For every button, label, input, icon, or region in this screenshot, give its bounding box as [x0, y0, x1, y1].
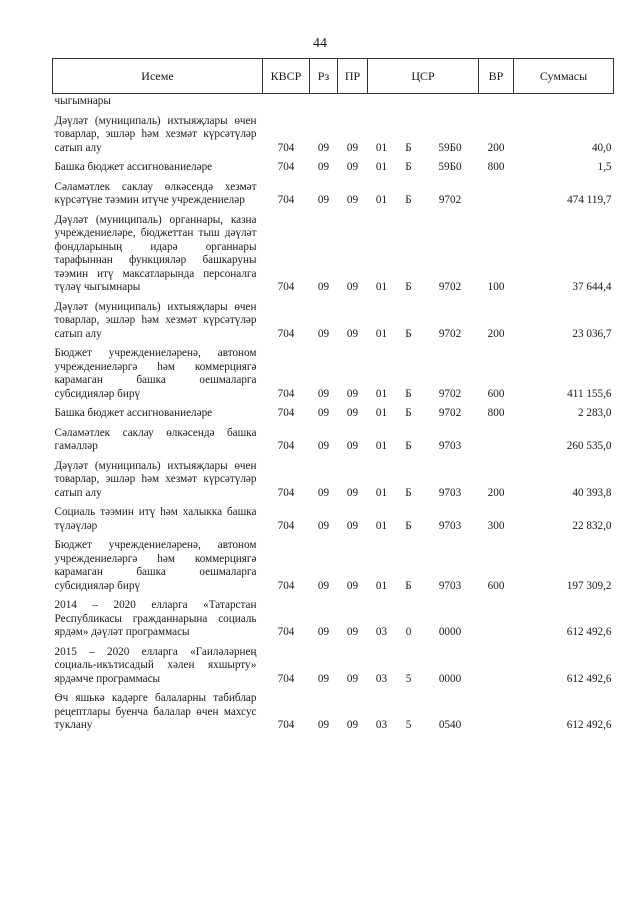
row-rz: 09 [317, 519, 330, 532]
row-kvsr: 704 [277, 672, 295, 685]
row-csr-program: 01 [375, 327, 388, 340]
table-row [53, 456, 614, 503]
row-sum: 22 832,0 [572, 519, 612, 532]
row-vr [479, 94, 514, 111]
row-kvsr: 704 [277, 281, 295, 293]
row-csr-program: 01 [375, 486, 388, 499]
page-number: 44 [313, 36, 327, 51]
row-csr-direction: 9702 [438, 387, 462, 400]
row-csr-subprogram: Б [405, 194, 412, 206]
row-csr-direction: 9703 [438, 440, 462, 452]
row-csr-direction: 9703 [438, 579, 462, 592]
row-vr: 200 [487, 327, 505, 340]
row-name: Бюджет учреждениеләренә, автоном учреждениеләргә һәм коммерциягә карамаган башка оешмаларга субсидияләр бирү [54, 347, 257, 400]
row-pr: 09 [346, 161, 359, 173]
row-pr: 09 [346, 719, 359, 731]
header-pr: ПР [338, 59, 368, 94]
row-name: Дәүләт (муниципаль) ихтыяҗлары өчен товарлар, эшләр һәм хезмәт күрсәтүләр сатып алу [54, 114, 257, 154]
row-rz: 09 [317, 387, 330, 400]
table-header [53, 59, 614, 94]
table-row [53, 535, 614, 595]
row-csr-subprogram: Б [405, 281, 412, 293]
row-csr-program: 01 [375, 387, 388, 400]
row-vr: 800 [487, 407, 505, 419]
table-row [53, 502, 614, 535]
row-sum: 37 644,4 [572, 281, 612, 293]
header-rz: Рз [310, 59, 338, 94]
row-rz: 09 [317, 440, 330, 452]
row-name: Өч яшькә кадәрге балаларны табиблар рецептлары буенча балалар өчен махсус туклану [54, 692, 257, 731]
header-kvsr: КВСР [263, 59, 310, 94]
row-pr: 09 [346, 387, 359, 400]
row-pr: 09 [346, 440, 359, 452]
row-csr-program: 01 [375, 194, 388, 206]
row-rz: 09 [317, 719, 330, 731]
row-vr: 200 [487, 141, 505, 154]
table-row [53, 403, 614, 423]
row-csr-subprogram: 5 [405, 672, 412, 685]
row-csr-subprogram: Б [405, 327, 412, 340]
row-csr-subprogram: 0 [405, 626, 412, 638]
row-sum: 612 492,6 [566, 719, 612, 731]
row-csr-subprogram: Б [405, 486, 412, 499]
row-rz: 09 [317, 327, 330, 340]
row-name: 2014 – 2020 елларга «Татарстан Республикасы гражданнарына социаль ярдәм» дәүләт программасы [54, 599, 257, 638]
row-vr: 800 [487, 161, 505, 173]
row-sum: 411 155,6 [567, 387, 612, 400]
row-kvsr: 704 [277, 387, 295, 400]
row-vr [479, 423, 514, 456]
row-csr-program: 01 [375, 579, 388, 592]
row-pr: 09 [346, 626, 359, 638]
row-csr-direction: 9702 [438, 407, 462, 419]
row-sum: 2 283,0 [577, 407, 612, 419]
row-name: Бюджет учреждениеләренә, автоном учреждениеләргә һәм коммерциягә карамаган башка оешмаларга субсидияләр бирү [54, 539, 257, 592]
row-kvsr: 704 [277, 141, 295, 154]
row-csr-direction: 59Б0 [438, 141, 462, 154]
table-row [53, 595, 614, 642]
row-csr-program: 03 [375, 719, 388, 731]
row-csr-direction: 0000 [438, 626, 462, 638]
row-pr: 09 [346, 407, 359, 419]
header-sum: Суммасы [514, 59, 614, 94]
table-row [53, 343, 614, 403]
row-vr [479, 688, 514, 735]
row-name: 2015 – 2020 елларга «Гаиләләрнең социаль-икътисадый хәлен яхшырту» ярдәмче программасы [54, 645, 257, 685]
row-kvsr: 704 [277, 194, 295, 206]
row-csr-program: 01 [375, 161, 388, 173]
row-csr-direction [422, 94, 479, 111]
row-csr-program: 01 [375, 281, 388, 293]
row-name: Сәламәтлек саклау өлкәсендә башка гамәлләр [54, 426, 257, 452]
row-kvsr: 704 [277, 626, 295, 638]
budget-table [52, 58, 614, 735]
row-vr: 600 [487, 387, 505, 400]
row-csr-direction: 9702 [438, 194, 462, 206]
table-row [53, 157, 614, 177]
row-vr: 200 [487, 486, 505, 499]
row-vr [479, 642, 514, 689]
table-body [53, 94, 614, 735]
row-pr [338, 94, 368, 111]
row-csr-direction: 9703 [438, 486, 462, 499]
row-rz: 09 [317, 161, 330, 173]
row-csr-program: 03 [375, 672, 388, 685]
table-row [53, 297, 614, 344]
row-kvsr: 704 [277, 440, 295, 452]
row-sum: 260 535,0 [566, 440, 612, 452]
row-csr-subprogram: Б [405, 579, 412, 592]
table-row [53, 423, 614, 456]
row-pr: 09 [346, 672, 359, 685]
table-row [53, 94, 614, 111]
row-csr-direction: 9702 [438, 281, 462, 293]
row-csr-subprogram: 5 [405, 719, 412, 731]
row-csr-subprogram: Б [405, 387, 412, 400]
row-name: Башка бюджет ассигнованиеләре [54, 407, 213, 419]
row-csr-subprogram: Б [405, 141, 412, 154]
row-pr: 09 [346, 194, 359, 206]
row-vr: 100 [487, 281, 505, 293]
row-kvsr [263, 94, 310, 111]
row-csr-subprogram: Б [405, 407, 412, 419]
row-sum: 23 036,7 [572, 327, 612, 340]
row-csr-program: 03 [375, 626, 388, 638]
row-rz [310, 94, 338, 111]
header-name: Исеме [53, 59, 263, 94]
table-row [53, 210, 614, 297]
table-row [53, 111, 614, 158]
row-kvsr: 704 [277, 519, 295, 532]
row-vr: 600 [487, 579, 505, 592]
row-vr [479, 595, 514, 642]
row-csr-direction: 0540 [438, 719, 462, 731]
row-kvsr: 704 [277, 407, 295, 419]
row-csr-program: 01 [375, 519, 388, 532]
row-csr-program [368, 94, 396, 111]
row-rz: 09 [317, 281, 330, 293]
row-sum: 40 393,8 [572, 486, 612, 499]
row-csr-program: 01 [375, 440, 388, 452]
row-rz: 09 [317, 486, 330, 499]
row-csr-direction: 9703 [438, 519, 462, 532]
row-csr-direction: 9702 [438, 327, 462, 340]
row-kvsr: 704 [277, 579, 295, 592]
row-csr-subprogram [396, 94, 422, 111]
row-rz: 09 [317, 579, 330, 592]
header-vr: ВР [479, 59, 514, 94]
row-csr-subprogram: Б [405, 161, 412, 173]
row-rz: 09 [317, 672, 330, 685]
header-csr: ЦСР [368, 59, 479, 94]
table-row [53, 642, 614, 689]
row-vr: 300 [487, 519, 505, 532]
row-name: чыгымнары [54, 95, 111, 107]
row-name: Дәүләт (муниципаль) органнары, казна учреждениеләре, бюджеттан тыш дәүләт фондларының идарә органнары тарафыннан функцияләр башкаруны тәэмин итү максатларында персоналга түләү чыгымнары [54, 213, 257, 293]
row-pr: 09 [346, 141, 359, 154]
row-name: Дәүләт (муниципаль) ихтыяҗлары өчен товарлар, эшләр һәм хезмәт күрсәтүләр сатып алу [54, 300, 257, 340]
row-kvsr: 704 [277, 719, 295, 731]
row-pr: 09 [346, 281, 359, 293]
row-pr: 09 [346, 486, 359, 499]
table-row [53, 177, 614, 210]
row-rz: 09 [317, 141, 330, 154]
row-csr-direction: 0000 [438, 672, 462, 685]
row-csr-subprogram: Б [405, 440, 412, 452]
row-name: Дәүләт (муниципаль) ихтыяҗлары өчен товарлар, эшләр һәм хезмәт күрсәтүләр сатып алу [54, 459, 257, 499]
row-sum: 612 492,6 [566, 626, 612, 638]
row-kvsr: 704 [277, 486, 295, 499]
row-rz: 09 [317, 626, 330, 638]
row-sum: 40,0 [591, 141, 612, 154]
row-sum: 1,5 [597, 161, 612, 173]
row-kvsr: 704 [277, 327, 295, 340]
row-csr-subprogram: Б [405, 519, 412, 532]
row-csr-direction: 59Б0 [438, 161, 462, 173]
row-kvsr: 704 [277, 161, 295, 173]
row-name: Сәламәтлек саклау өлкәсендә хезмәт күрсәтүне тәэмин итүче учреждениеләр [54, 180, 257, 206]
row-sum [514, 94, 614, 111]
row-pr: 09 [346, 579, 359, 592]
row-rz: 09 [317, 407, 330, 419]
row-pr: 09 [346, 327, 359, 340]
table-row [53, 688, 614, 735]
row-csr-program: 01 [375, 407, 388, 419]
row-csr-program: 01 [375, 141, 388, 154]
row-name: Башка бюджет ассигнованиеләре [54, 161, 213, 173]
row-name: Социаль тәэмин итү һәм халыкка башка түләүләр [54, 506, 257, 532]
row-sum: 612 492,6 [566, 672, 612, 685]
row-sum: 197 309,2 [566, 579, 612, 592]
row-vr [479, 177, 514, 210]
row-sum: 474 119,7 [567, 194, 612, 206]
row-pr: 09 [346, 519, 359, 532]
row-rz: 09 [317, 194, 330, 206]
